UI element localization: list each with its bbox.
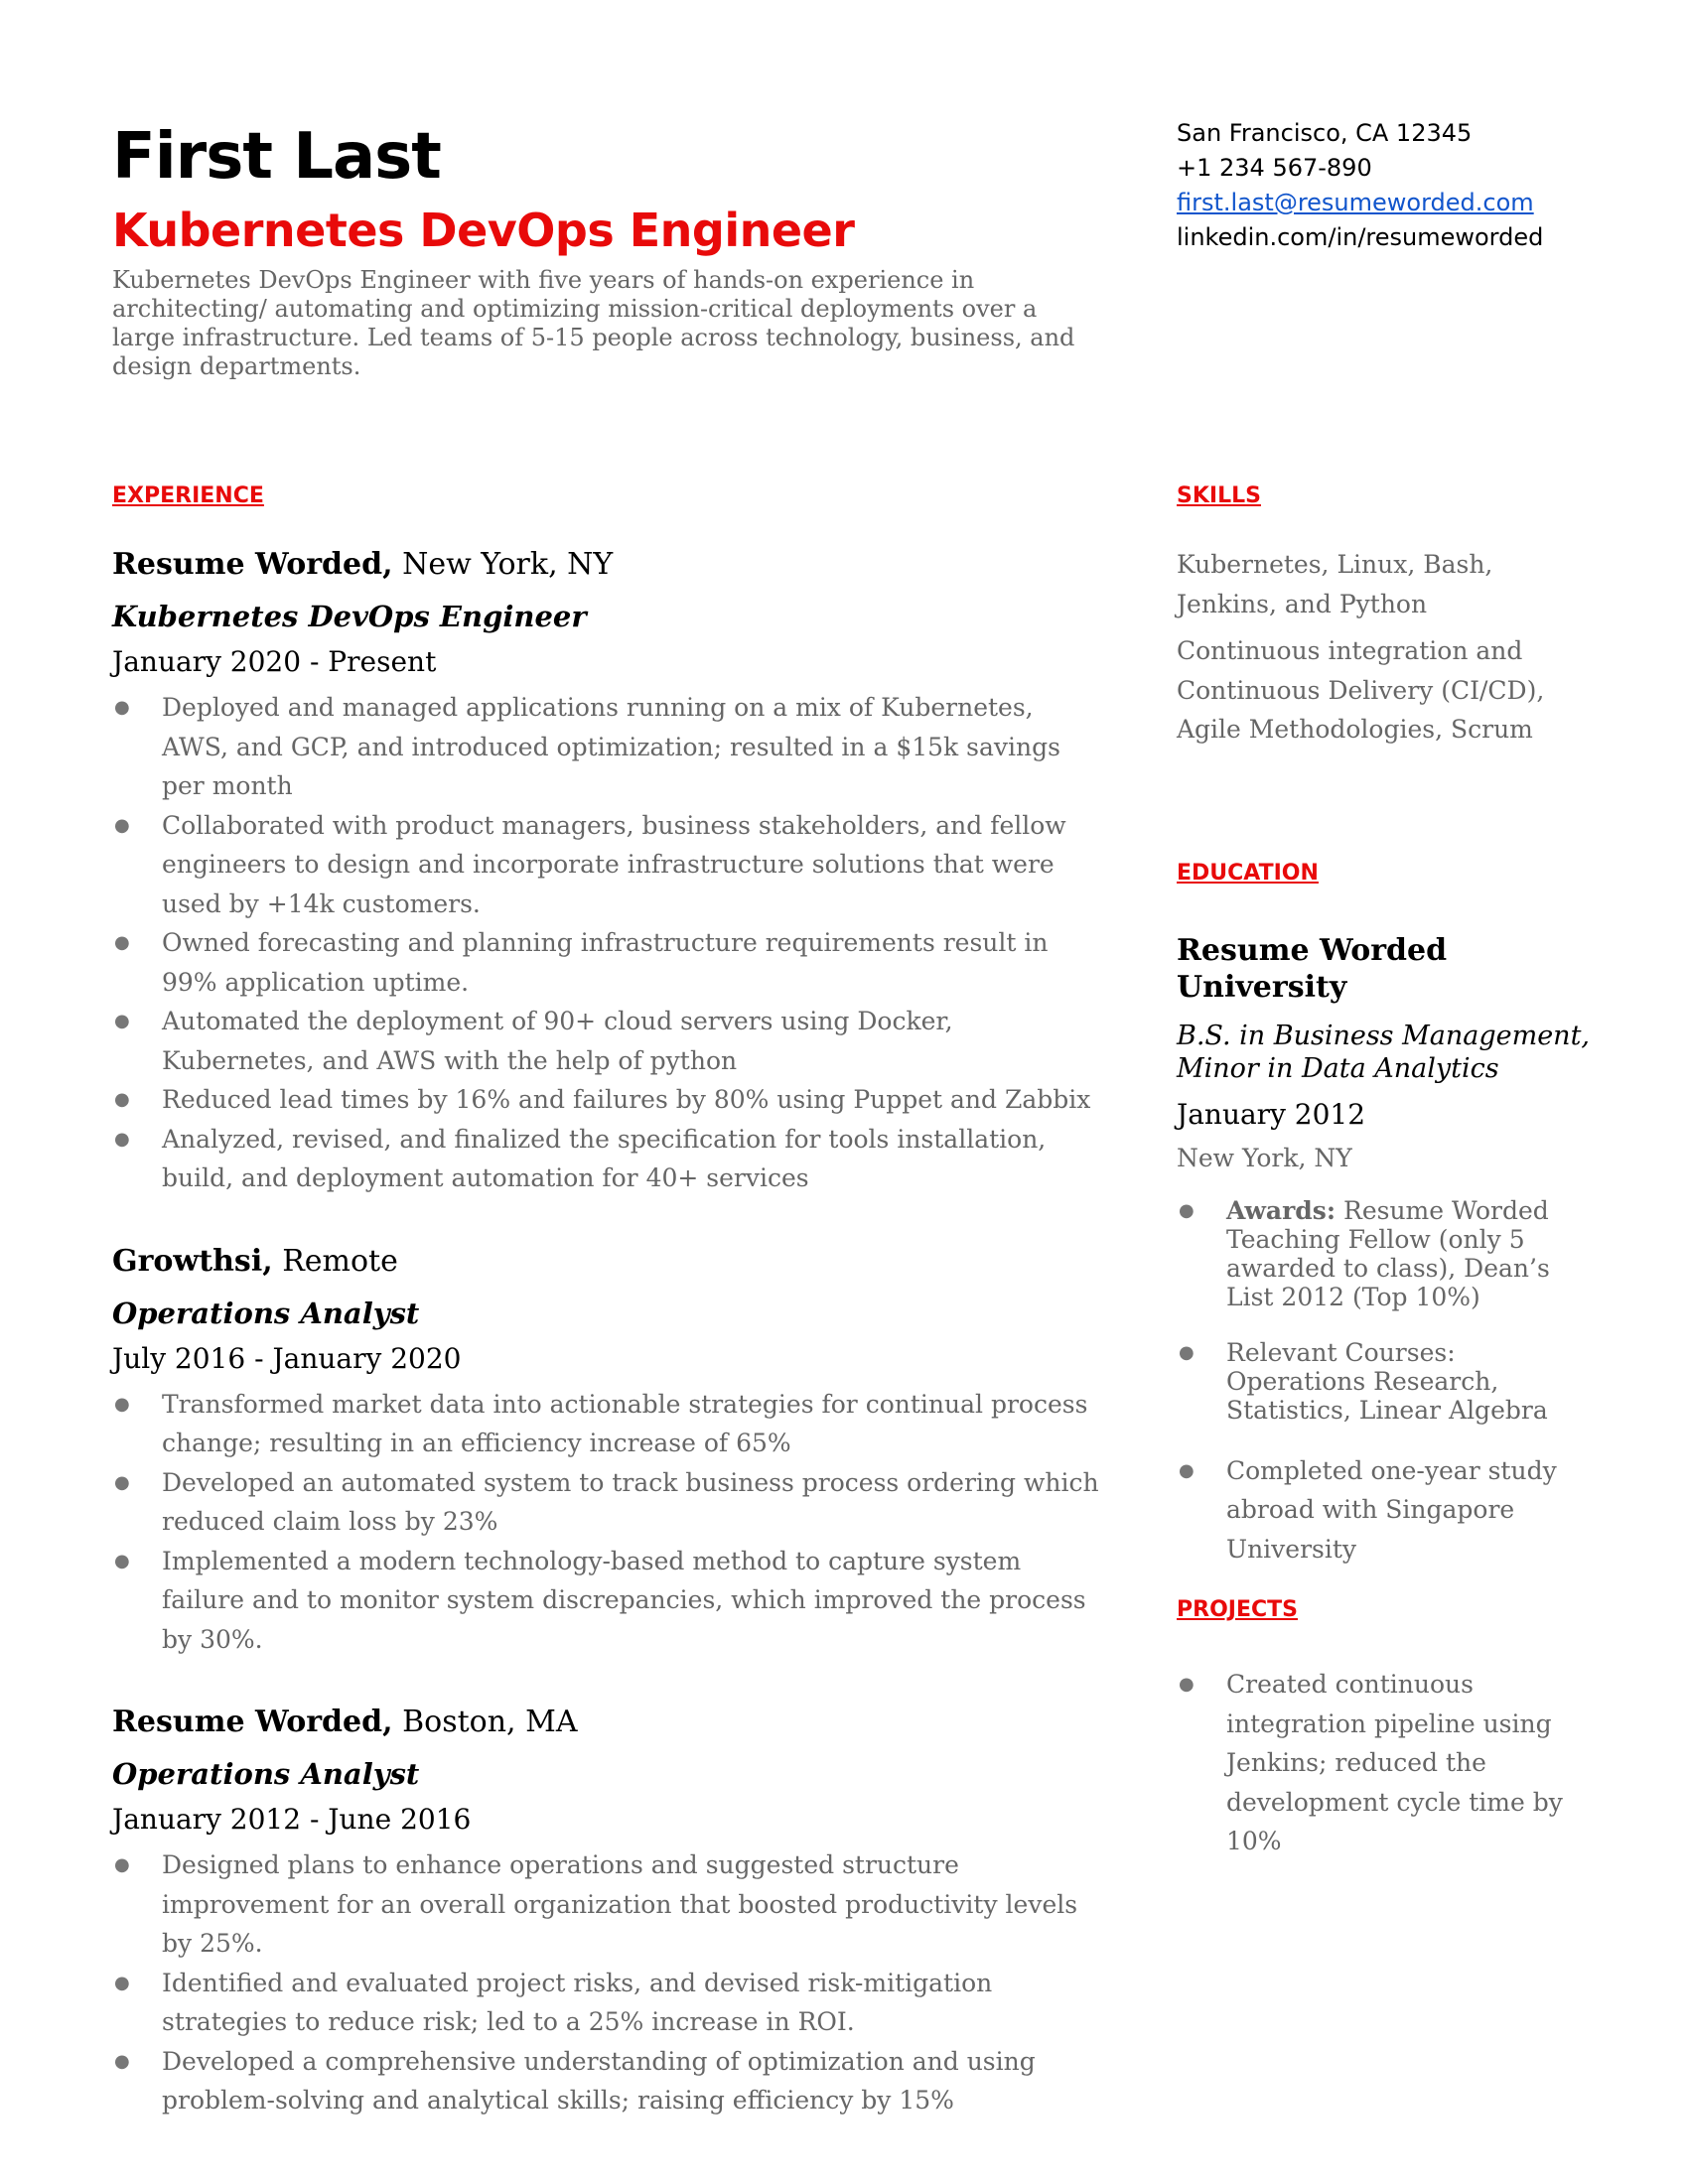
job-employer [112, 1703, 1105, 1742]
job-bullets [112, 688, 1105, 1198]
education-date: January 2012 [1177, 1097, 1366, 1131]
job-bullet: ● Reduced lead times by 16% and failures by 80% using Puppet and Zabbix [112, 1080, 1105, 1120]
awards-text: Resume Worded Teaching Fellow (only 5 awarded to class), Dean’s List 2012 (Top 10%) [1226, 1195, 1550, 1311]
job-title: Operations Analyst [112, 1296, 420, 1330]
job-entry [112, 1703, 1105, 2120]
experience-column [112, 481, 1105, 2120]
skills-list [1177, 545, 1594, 750]
project-item: ● Created continuous integration pipeline using Jenkins; reduced the development cycle time by 10% [1177, 1665, 1594, 1861]
job-dates: January 2020 - Present [112, 645, 437, 678]
job-bullet: ● Automated the deployment of 90+ cloud servers using Docker, Kubernetes, and AWS with the help of python [112, 1002, 1105, 1080]
job-bullet: ● Collaborated with product managers, business stakeholders, and fellow engineers to design and incorporate infrastructure solutions that were used by +14k customers. [112, 806, 1105, 924]
job-location: New York, NY [392, 547, 614, 582]
job-bullet: ● Owned forecasting and planning infrastructure requirements result in 99% application uptime. [112, 923, 1105, 1002]
job-employer [112, 545, 1105, 585]
skills-group: Kubernetes, Linux, Bash, Jenkins, and Python [1177, 550, 1493, 618]
candidate-name: First Last [112, 120, 441, 194]
job-company: Resume Worded, [112, 547, 393, 582]
job-bullet: ● Deployed and managed applications running on a mix of Kubernetes, AWS, and GCP, and introduced optimization; resulted in a $15k savings per month [112, 688, 1105, 806]
job-company: Resume Worded, [112, 1705, 393, 1739]
job-title: Operations Analyst [112, 1757, 420, 1791]
education-bullets [1177, 1196, 1594, 1570]
contact-phone: +1 234 567-890 [1177, 154, 1372, 182]
resume-header [112, 117, 1095, 381]
job-entry [112, 1242, 1105, 1660]
contact-email-link[interactable]: first.last@resumeworded.com [1177, 189, 1534, 216]
job-bullet: ● Developed a comprehensive understanding of optimization and using problem-solving and analytical skills; raising efficiency by 15% [112, 2042, 1105, 2120]
job-title: Kubernetes DevOps Engineer [112, 600, 587, 633]
experience-heading: EXPERIENCE [112, 483, 264, 508]
projects-heading: PROJECTS [1177, 1597, 1298, 1622]
job-dates: July 2016 - January 2020 [112, 1341, 462, 1375]
education-location: New York, NY [1177, 1143, 1352, 1172]
skills-group: Continuous integration and Continuous Delivery (CI/CD), Agile Methodologies, Scrum [1177, 636, 1545, 744]
job-bullet: ● Designed plans to enhance operations and suggested structure improvement for an overall organization that boosted productivity levels by 25%. [112, 1845, 1105, 1964]
contact-location: San Francisco, CA 12345 [1177, 119, 1473, 147]
job-location: Remote [272, 1243, 398, 1279]
contact-block [1177, 116, 1594, 255]
job-bullet: ● Implemented a modern technology-based method to capture system failure and to monitor system discrepancies, which improved the process by 30%. [112, 1542, 1105, 1660]
job-bullet: ● Developed an automated system to track business process ordering which reduced claim loss by 23% [112, 1463, 1105, 1542]
candidate-role: Kubernetes DevOps Engineer [112, 204, 855, 257]
education-awards [1177, 1196, 1594, 1311]
education-courses: ● Relevant Courses: Operations Research, Statistics, Linear Algebra [1177, 1338, 1594, 1425]
job-bullet: ● Identified and evaluated project risks, and devised risk-mitigation strategies to reduce risk; led to a 25% increase in ROI. [112, 1964, 1105, 2042]
profile-summary: Kubernetes DevOps Engineer with five years of hands-on experience in architecting/ automating and optimizing mission-critical deployments over a large infrastructure. Led teams of 5-15 people across technology, business, and design departments. [112, 266, 1075, 380]
contact-linkedin: linkedin.com/in/resumeworded [1177, 223, 1544, 251]
skills-heading: SKILLS [1177, 483, 1261, 508]
education-degree: B.S. in Business Management, Minor in Data Analytics [1177, 1020, 1591, 1084]
projects-list [1177, 1665, 1594, 1861]
education-heading: EDUCATION [1177, 860, 1319, 886]
education-school: Resume Worded University [1177, 932, 1448, 1005]
job-entry [112, 545, 1105, 1198]
job-dates: January 2012 - June 2016 [112, 1803, 472, 1836]
education-abroad: ● Completed one-year study abroad with Singapore University [1177, 1451, 1594, 1570]
job-bullets [112, 1845, 1105, 2120]
job-employer [112, 1242, 1105, 1282]
sidebar-column [1177, 481, 1594, 1888]
awards-label: Awards: [1226, 1195, 1336, 1225]
job-bullet: ● Analyzed, revised, and finalized the specification for tools installation, build, and deployment automation for 40+ services [112, 1120, 1105, 1198]
job-bullets [112, 1385, 1105, 1660]
job-company: Growthsi, [112, 1243, 273, 1279]
job-bullet: ● Transformed market data into actionable strategies for continual process change; resulting in an efficiency increase of 65% [112, 1385, 1105, 1463]
job-location: Boston, MA [392, 1705, 578, 1739]
